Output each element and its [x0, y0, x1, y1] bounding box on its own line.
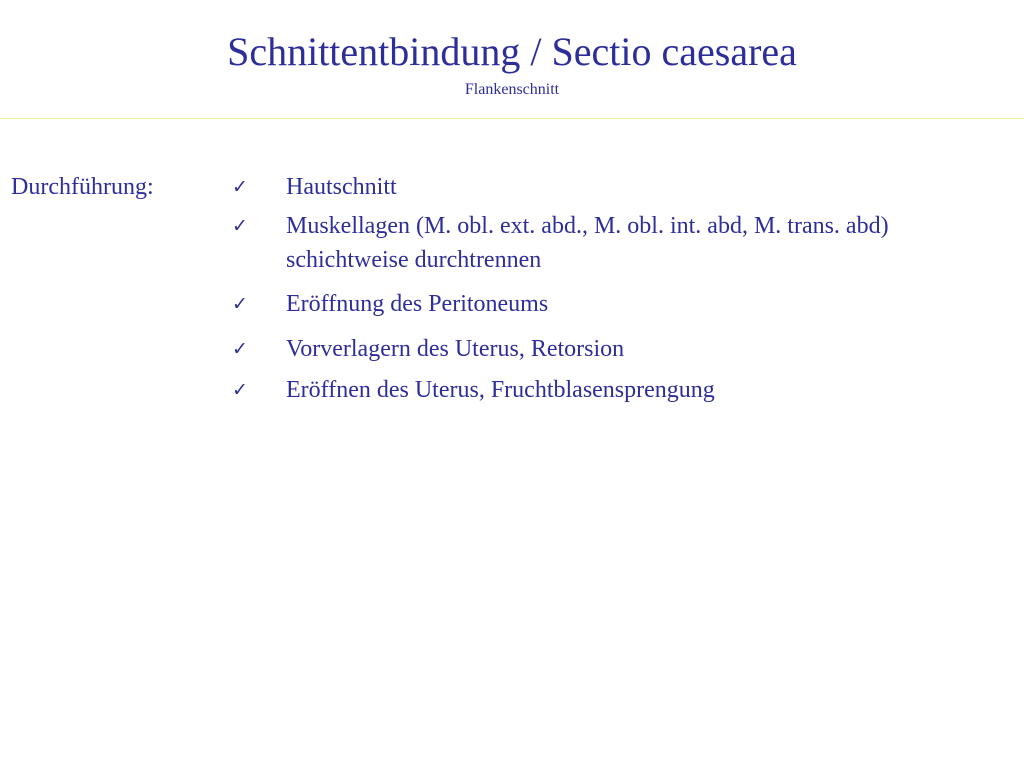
checkmark-icon: ✓ — [232, 176, 248, 198]
list-item-text: Hautschnitt — [286, 174, 397, 200]
checkmark-icon: ✓ — [232, 379, 248, 401]
list-item-text: Vorverlagern des Uterus, Retorsion — [286, 336, 625, 362]
slide-title: Schnittentbindung / Sectio caesarea — [227, 29, 797, 74]
title-divider — [0, 118, 1024, 119]
list-item-text: Muskellagen (M. obl. ext. abd., M. obl. int. abd, M. trans. abd) schichtweise durchtrennen — [286, 213, 889, 273]
checkmark-icon: ✓ — [232, 338, 248, 360]
section-label-durchfuehrung: Durchführung: — [11, 174, 154, 200]
list-item-text: Eröffnung des Peritoneums — [286, 291, 549, 317]
checkmark-icon: ✓ — [232, 293, 248, 315]
slide-subtitle: Flankenschnitt — [464, 81, 560, 98]
checkmark-icon: ✓ — [232, 215, 248, 237]
list-item-text: Eröffnen des Uterus, Fruchtblasensprengung — [286, 377, 715, 403]
